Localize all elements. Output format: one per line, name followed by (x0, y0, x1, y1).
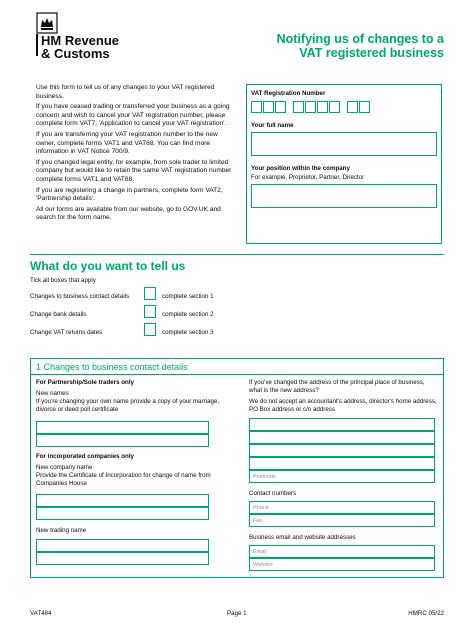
full-name-input[interactable] (251, 132, 437, 156)
intro-p2: If you have ceased trading or transferred your business as a going concern and wish to cancel your VAT registration number, please complete form VAT7, 'Application to cancel your VAT registration'. (36, 103, 230, 128)
address-input-2[interactable] (249, 431, 435, 444)
new-trading-name-input-1[interactable] (36, 539, 209, 552)
address-input-4[interactable] (249, 457, 435, 470)
tell-us-heading: What do you want to tell us (30, 259, 186, 273)
fax-input[interactable] (249, 514, 435, 527)
website-input[interactable] (249, 558, 435, 571)
vat-digit-cell[interactable] (293, 101, 304, 113)
option-checkbox-contact[interactable] (144, 287, 156, 300)
new-company-name-input-1[interactable] (36, 494, 209, 507)
full-name-label: Your full name (251, 122, 294, 129)
tell-us-rule (30, 254, 444, 255)
page-number: Page 1 (227, 610, 247, 617)
intro-p4: If you changed legal entity, for example, from sole trader to limited company but would like to retain the same VAT registration number complete forms VAT1 and VAT68. (36, 158, 232, 183)
email-web-label: Business email and website addresses (249, 534, 356, 541)
inc-heading: For incorporated companies only (36, 453, 134, 460)
hmrc-crest-icon (36, 12, 58, 34)
position-hint: For example, Proprietor, Partner, Director (251, 174, 365, 181)
email-input[interactable] (249, 545, 435, 558)
address-question: If you've changed the address of the principal place of business, what is the new address? (249, 379, 425, 394)
option-label-returns: Change VAT returns dates (30, 329, 103, 336)
address-input-1[interactable] (249, 418, 435, 431)
option-checkbox-bank[interactable] (144, 305, 156, 318)
new-company-name-input-2[interactable] (36, 507, 209, 520)
form-title-line1: Notifying us of changes to a (276, 32, 444, 46)
new-names-input-2[interactable] (36, 434, 209, 447)
intro-p3: If you are transferring your VAT registration number to the new owner, complete forms VAT1 and VAT68. You can find more information in VAT Notice 700/9. (36, 130, 218, 156)
inc-hint: Provide the Certificate of Incorporation for change of name from Companies House (36, 472, 211, 487)
contact-numbers-label: Contact numbers (249, 490, 297, 497)
option-section-bank: complete section 2 (162, 311, 214, 318)
vat-digit-cell[interactable] (275, 101, 286, 113)
form-title-line2: VAT registered business (299, 46, 444, 60)
option-section-returns: complete section 3 (162, 329, 214, 336)
sole-heading: For Partnership/Sole traders only (36, 379, 134, 386)
new-names-input-1[interactable] (36, 421, 209, 434)
address-input-3[interactable] (249, 444, 435, 457)
vat-digit-cell[interactable] (317, 101, 328, 113)
new-names-label: New names (36, 390, 69, 397)
position-label: Your position within the company (251, 165, 350, 172)
option-section-contact: complete section 1 (162, 293, 214, 300)
intro-p1: Use this form to tell us of any changes to your VAT registered business. (36, 84, 215, 100)
website-placeholder: Website (253, 561, 273, 568)
new-trading-name-input-2[interactable] (36, 552, 209, 565)
new-names-hint: If you're changing your own name provide a copy of your marriage, divorce or deed poll certificate (36, 398, 220, 413)
vat-digit-cell[interactable] (329, 101, 340, 113)
position-input[interactable] (251, 184, 437, 208)
form-code: VAT484 (30, 610, 52, 617)
new-company-name-label: New company name (36, 464, 93, 471)
phone-input[interactable] (249, 501, 435, 514)
vat-digit-cell[interactable] (251, 101, 262, 113)
email-placeholder: Email (253, 548, 267, 555)
new-trading-name-label: New trading name (36, 527, 87, 534)
postcode-placeholder: Postcode (253, 473, 276, 480)
org-name-line1: HM Revenue (41, 33, 120, 48)
vat-digit-cell[interactable] (305, 101, 316, 113)
option-label-bank: Change bank details (30, 311, 87, 318)
option-label-contact: Changes to business contact details (30, 293, 130, 300)
vat-digit-cell[interactable] (347, 101, 358, 113)
intro-p5: If you are registering a change in partners, complete form VAT2, 'Partnership details'. (36, 186, 223, 203)
org-name-line2: & Customs (41, 46, 110, 61)
logo-rule (36, 34, 38, 56)
vat-reg-number-field[interactable] (251, 101, 391, 113)
vat-digit-cell[interactable] (359, 101, 370, 113)
form-version: HMRC 05/22 (408, 610, 444, 617)
fax-placeholder: Fax (253, 517, 263, 524)
option-checkbox-returns[interactable] (144, 323, 156, 336)
address-note: We do not accept an accountant's address, director's home address, PO Box address or c/o address (249, 398, 437, 413)
section1-heading: 1 Changes to business contact details (36, 362, 188, 372)
intro-p6: All our forms are available from our website, go to GOV.UK and search for the form name. (36, 205, 221, 222)
section1-rule (30, 374, 444, 375)
tell-us-hint: Tick all boxes that apply (30, 277, 96, 284)
intro-text (36, 84, 236, 223)
vat-digit-cell[interactable] (263, 101, 274, 113)
postcode-input[interactable] (249, 470, 435, 483)
phone-placeholder: Phone (253, 504, 269, 511)
vat-reg-label: VAT Registration Number (251, 90, 326, 97)
